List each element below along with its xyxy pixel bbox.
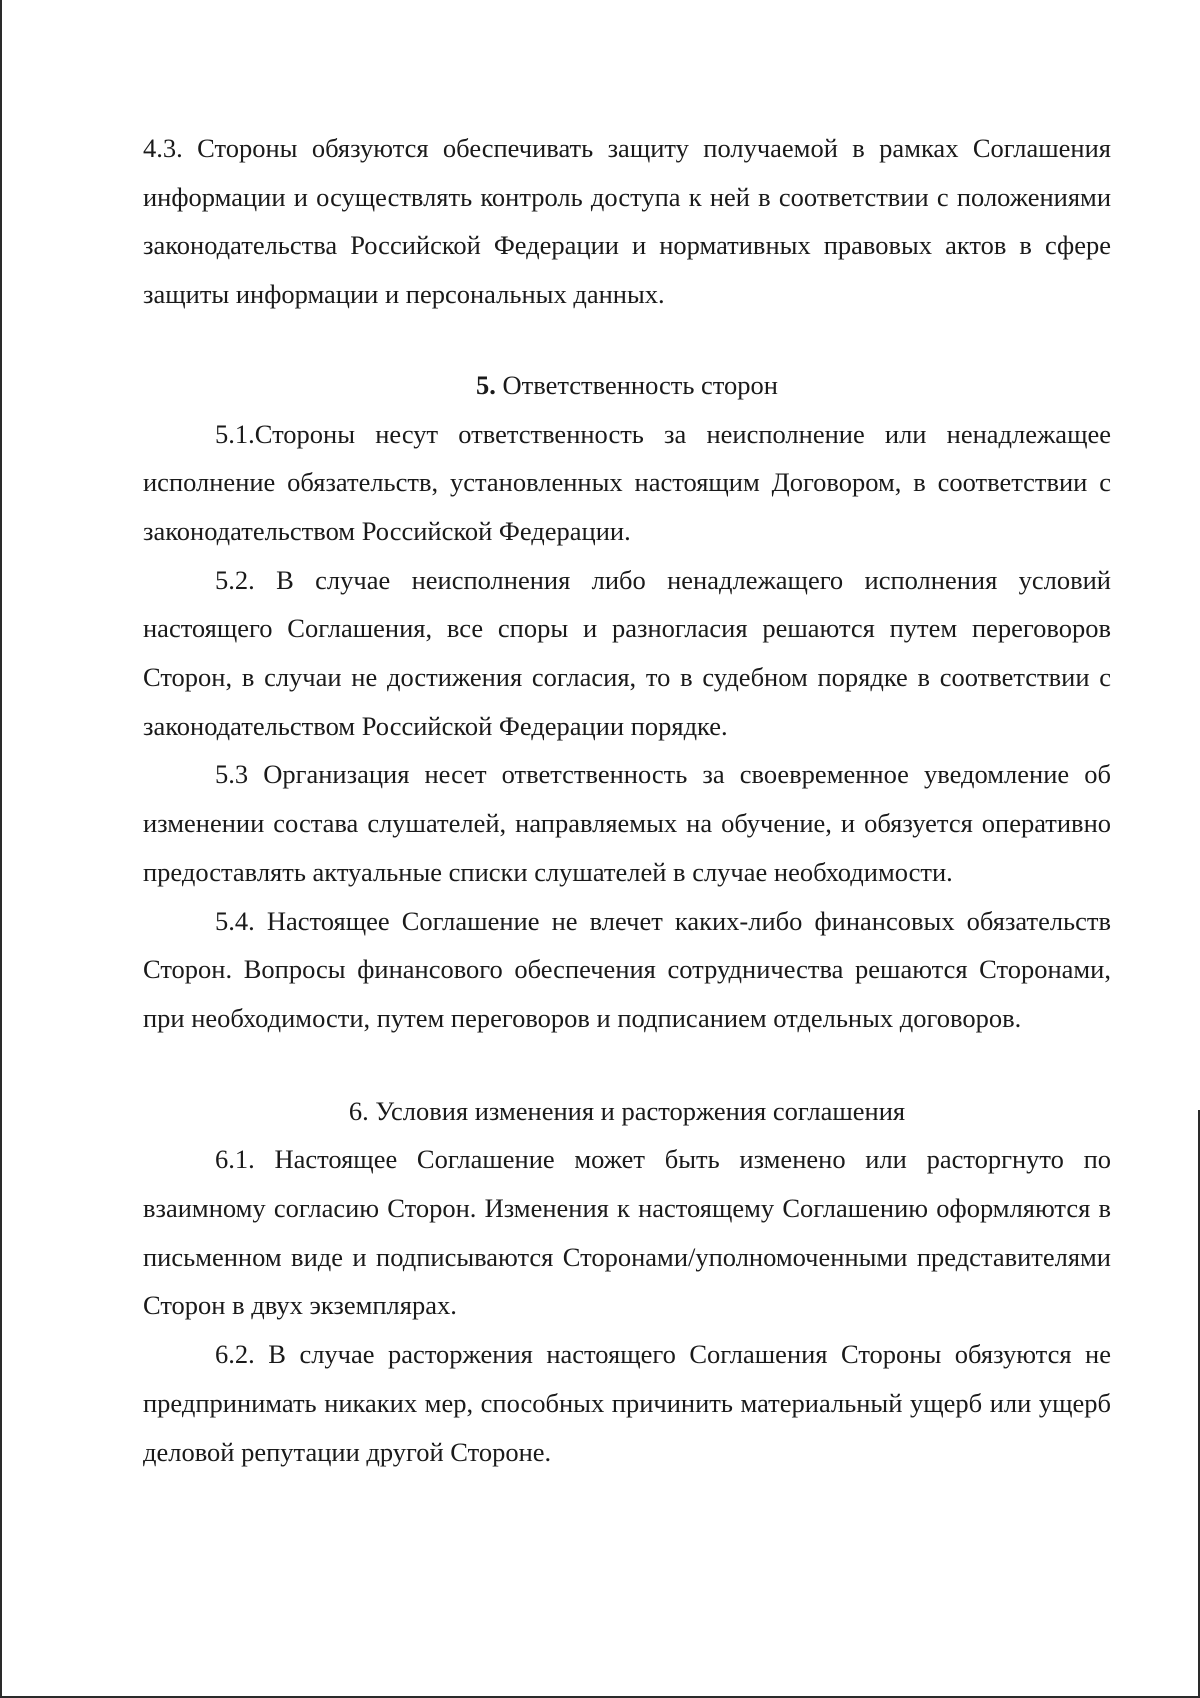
scan-edge-left: [0, 0, 2, 1698]
paragraph-5-4: 5.4. Настоящее Соглашение не влечет каких-либо финансовых обязательств Сторон. Вопросы финансового обеспечения сотрудничества решаются Сторонами, при необходимости, путем переговоров и подписанием отдельных договоров.: [143, 905, 1111, 1033]
spacer: [143, 319, 1111, 361]
section-5-heading: [143, 361, 1111, 410]
spacer: [143, 1043, 1111, 1087]
section-6-heading: 6. Условия изменения и расторжения соглашения: [348, 1095, 906, 1126]
paragraph-5-1: 5.1.Стороны несут ответственность за неисполнение или ненадлежащее исполнение обязательств, установленных настоящим Договором, в соответствии с законодательством Российской Федерации.: [143, 418, 1111, 546]
paragraph-6-1: 6.1. Настоящее Соглашение может быть изменено или расторгнуто по взаимному согласию Сторон. Изменения к настоящему Соглашению оформляются в письменном виде и подписываются Сторонами/уполномоченными представителями Сторон в двух экземплярах.: [143, 1144, 1111, 1321]
paragraph-5-2: 5.2. В случае неисполнения либо ненадлежащего исполнения условий настоящего Соглашения, все споры и разногласия решаются путем переговоров Сторон, в случаи не достижения согласия, то в судебном порядке в соответствии с законодательством Российской Федерации порядке.: [143, 564, 1111, 741]
paragraph-4-3: 4.3. Стороны обязуются обеспечивать защиту получаемой в рамках Соглашения информации и осуществлять контроль доступа к ней в соответствии с положениями законодательства Российской Федерации и нормативных правовых актов в сфере защиты информации и персональных данных.: [143, 133, 1111, 310]
section-5-title: Ответственность сторон: [502, 369, 778, 400]
section-5-number: 5.: [476, 369, 496, 400]
document-page: [143, 124, 1111, 1476]
paragraph-5-3: 5.3 Организация несет ответственность за своевременное уведомление об изменении состава слушателей, направляемых на обучение, и обязуется оперативно предоставлять актуальные списки слушателей в случае необходимости.: [143, 759, 1111, 887]
paragraph-6-2: 6.2. В случае расторжения настоящего Соглашения Стороны обязуются не предпринимать никаких мер, способных причинить материальный ущерб или ущерб деловой репутации другой Стороне.: [143, 1339, 1111, 1467]
